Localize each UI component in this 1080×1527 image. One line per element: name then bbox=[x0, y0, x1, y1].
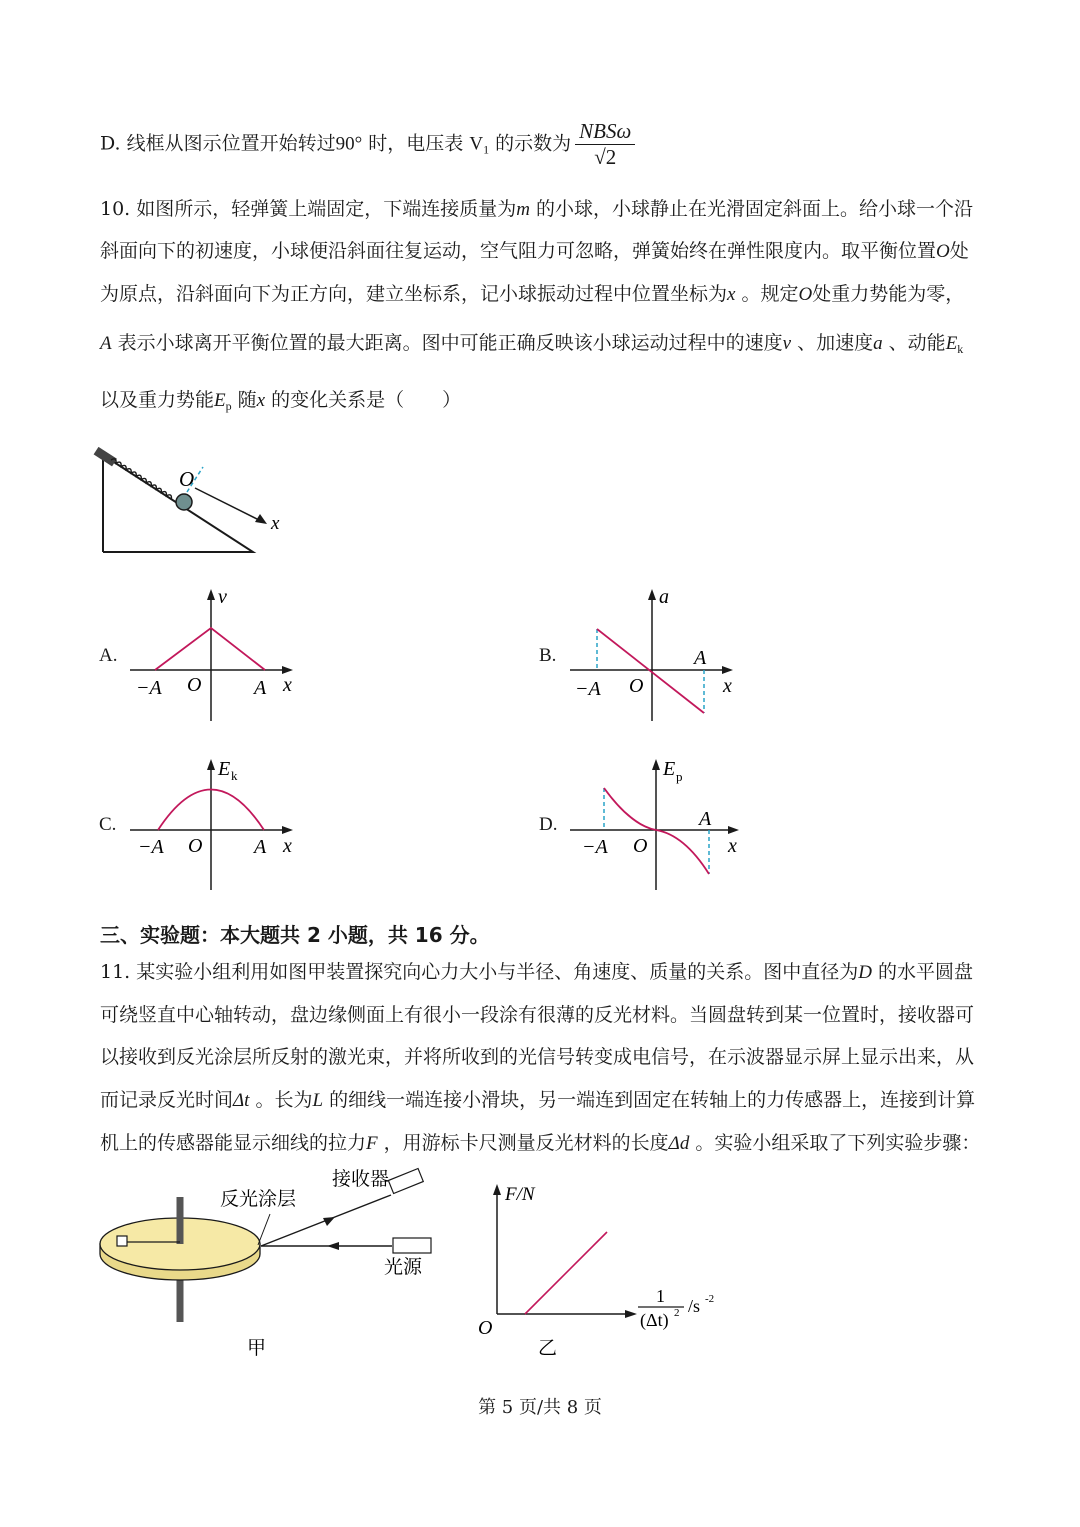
graph-c-y-arrow bbox=[207, 759, 215, 770]
yi-x-unit-exp: -2 bbox=[705, 1293, 715, 1305]
figure-yi bbox=[470, 1180, 740, 1360]
q10-l2a: 斜面向下的初速度，小球便沿斜面往复运动，空气阻力可忽略，弹簧始终在弹性限度内。取平衡位置 bbox=[100, 240, 937, 262]
q9d-angle: 90° bbox=[335, 133, 363, 155]
graph-c-y-label: E bbox=[218, 758, 231, 780]
yi-origin: O bbox=[478, 1317, 493, 1339]
graph-d-neg-label: −A bbox=[582, 836, 608, 858]
option-a-label[interactable]: A. bbox=[99, 645, 118, 666]
q10-l3c: 处重力势能为零， bbox=[812, 283, 965, 305]
graph-d-y-arrow bbox=[652, 759, 660, 770]
q10-var-Ep: E bbox=[214, 390, 226, 411]
q10-l2b: 处 bbox=[949, 240, 969, 262]
graph-d-pos-label: A bbox=[699, 808, 712, 830]
slider-block bbox=[117, 1236, 127, 1246]
graph-b-x-label: x bbox=[723, 675, 732, 697]
q10-l3a: 为原点，沿斜面向下为正方向，建立坐标系，记小球振动过程中位置坐标为 bbox=[100, 283, 728, 305]
graph-c-x-label: x bbox=[283, 835, 292, 857]
q11-l2: 可绕竖直中心轴转动，盘边缘侧面上有很小一段涂有很薄的反光材料。当圆盘转到某一位置时，接收器可 bbox=[100, 1004, 975, 1026]
q10-sub-k: k bbox=[957, 342, 964, 356]
q10-line-1 bbox=[100, 200, 973, 219]
graph-d[interactable] bbox=[570, 755, 750, 895]
q11-l5c: 。实验小组采取了下列实验步骤： bbox=[689, 1132, 981, 1154]
graph-b-x-arrow bbox=[722, 666, 733, 674]
graph-d-origin-label: O bbox=[633, 835, 648, 857]
graph-b-origin-label: O bbox=[629, 675, 644, 697]
q11-var-F: F bbox=[366, 1133, 378, 1154]
source-box bbox=[393, 1238, 431, 1253]
receiver-label: 接收器 bbox=[332, 1168, 390, 1190]
q10-var-m: m bbox=[516, 199, 530, 220]
q10-var-v: v bbox=[782, 333, 792, 354]
graph-a[interactable] bbox=[130, 585, 310, 725]
graph-b-curve bbox=[597, 629, 704, 713]
q11-line-1 bbox=[100, 963, 973, 982]
spring-coil bbox=[111, 457, 173, 499]
source-label: 光源 bbox=[384, 1256, 423, 1278]
q10-var-Ek: E bbox=[945, 333, 958, 354]
graph-c-x-arrow bbox=[282, 826, 293, 834]
incident-arrow bbox=[327, 1242, 339, 1250]
q11-line-5 bbox=[100, 1134, 980, 1153]
q10-var-o: O bbox=[936, 241, 950, 262]
yi-y-arrow bbox=[493, 1184, 501, 1195]
yi-x-unit: /s bbox=[688, 1296, 701, 1316]
q10-line-2 bbox=[100, 242, 969, 261]
ball bbox=[176, 494, 192, 510]
graph-a-pos-label: A bbox=[254, 677, 267, 699]
incline-wall bbox=[94, 447, 117, 467]
receiver-box bbox=[388, 1169, 423, 1194]
incline-figure bbox=[95, 440, 295, 560]
q11-var-D: D bbox=[858, 962, 872, 983]
yi-line bbox=[525, 1232, 607, 1314]
graph-c[interactable] bbox=[130, 755, 310, 895]
reflected-arrow bbox=[323, 1217, 335, 1226]
q9d-text-after: 的示数为 bbox=[489, 132, 572, 155]
q10-l1b: 的小球，小球静止在光滑固定斜面上。给小球一个沿 bbox=[530, 198, 974, 220]
q10-l4b: 、加速度 bbox=[791, 332, 874, 354]
graph-b-y-arrow bbox=[648, 589, 656, 600]
q9d-text: D. 线框从图示位置开始转过 bbox=[100, 132, 336, 155]
q10-sub-p: p bbox=[225, 399, 232, 413]
q10-l1a: 10. 如图所示，轻弹簧上端固定，下端连接质量为 bbox=[100, 198, 517, 220]
graph-d-y-sub: p bbox=[676, 769, 683, 784]
q11-l4c: 的细线一端连接小滑块，另一端连到固定在转轴上的力传感器上，连接到计算 bbox=[323, 1089, 976, 1111]
q10-var-A: A bbox=[100, 333, 112, 354]
q9d-meter-sub: 1 bbox=[483, 142, 490, 157]
graph-a-x-arrow bbox=[282, 666, 293, 674]
graph-d-x-arrow bbox=[728, 826, 739, 834]
page-footer: 第 5 页/共 8 页 bbox=[478, 1397, 602, 1418]
q9d-meter: V bbox=[469, 133, 484, 155]
q10-l4c: 、动能 bbox=[882, 332, 946, 354]
yi-caption: 乙 bbox=[538, 1337, 558, 1359]
x-axis-arrow bbox=[195, 488, 263, 522]
q11-l5a: 机上的传感器能显示细线的拉力 bbox=[100, 1132, 367, 1154]
q10-line-3 bbox=[100, 285, 964, 304]
option-d-label[interactable]: D. bbox=[539, 814, 558, 835]
graph-c-y-sub: k bbox=[231, 768, 238, 783]
graph-b-y-label: a bbox=[659, 586, 669, 608]
q11-l1a: 11. 某实验小组利用如图甲装置探究向心力大小与半径、角速度、质量的关系。图中直径为 bbox=[100, 961, 859, 983]
incline-origin-label: O bbox=[179, 467, 195, 491]
graph-b-neg-label: −A bbox=[575, 678, 601, 700]
graph-a-origin-label: O bbox=[187, 674, 202, 696]
q11-var-dd: Δd bbox=[668, 1133, 690, 1154]
q11-l4b: 。长为 bbox=[249, 1089, 313, 1111]
q10-l5a: 以及重力势能 bbox=[100, 389, 215, 411]
q11-l3: 以接收到反光涂层所反射的激光束，并将所收到的光信号转变成电信号，在示波器显示屏上显示出来，从 bbox=[100, 1046, 975, 1068]
coating-leader bbox=[258, 1214, 270, 1245]
graph-d-y-label: E bbox=[663, 758, 676, 780]
q9d-text-mid: 时，电压表 bbox=[362, 132, 470, 155]
yi-x-den-exp: 2 bbox=[674, 1307, 680, 1319]
graph-a-y-label: v bbox=[218, 586, 227, 608]
q11-l4a: 而记录反光时间 bbox=[100, 1089, 234, 1111]
q9d-frac-num: NBSω bbox=[575, 121, 635, 145]
yi-x-arrow bbox=[625, 1310, 637, 1318]
graph-c-origin-label: O bbox=[188, 835, 203, 857]
q10-l4a: 表示小球离开平衡位置的最大距离。图中可能正确反映该小球运动过程中的速度 bbox=[111, 332, 783, 354]
graph-a-x-label: x bbox=[283, 674, 292, 696]
q11-l5b: ，用游标卡尺测量反光材料的长度 bbox=[377, 1132, 669, 1154]
yi-x-num: 1 bbox=[656, 1286, 665, 1306]
q10-var-a: a bbox=[873, 333, 883, 354]
q9d-fraction bbox=[575, 121, 635, 168]
graph-b-pos-label: A bbox=[694, 647, 707, 669]
q10-l3b: 。规定 bbox=[735, 283, 799, 305]
q10-l5b: 随 bbox=[231, 389, 257, 411]
graph-d-x-label: x bbox=[728, 835, 737, 857]
q10-l5c: 的变化关系是（ ） bbox=[265, 389, 462, 411]
graph-a-neg-label: −A bbox=[136, 677, 162, 699]
yi-x-den: (Δt) bbox=[640, 1310, 669, 1330]
q9-option-d bbox=[100, 121, 635, 168]
section-heading: 三、实验题：本大题共 2 小题，共 16 分。 bbox=[100, 923, 490, 947]
option-c-label[interactable]: C. bbox=[99, 814, 117, 835]
q11-line-3 bbox=[100, 1048, 974, 1067]
graph-c-neg-label: −A bbox=[138, 836, 164, 858]
q10-line-4 bbox=[100, 334, 963, 355]
q10-line-5 bbox=[100, 391, 461, 412]
q10-var-o2: O bbox=[798, 284, 813, 305]
graph-a-y-arrow bbox=[207, 589, 215, 600]
q10-var-x: x bbox=[727, 284, 736, 305]
yi-y-label: F/N bbox=[505, 1184, 535, 1205]
graph-b[interactable] bbox=[570, 585, 750, 725]
coating-label: 反光涂层 bbox=[220, 1188, 297, 1210]
q11-line-2 bbox=[100, 1006, 974, 1025]
incline-x-label: x bbox=[271, 513, 280, 534]
option-b-label[interactable]: B. bbox=[539, 645, 557, 666]
q11-var-dt: Δt bbox=[233, 1090, 250, 1111]
figure-jia bbox=[95, 1162, 440, 1362]
q11-line-4 bbox=[100, 1091, 975, 1110]
graph-a-curve bbox=[155, 628, 265, 670]
q10-var-x2: x bbox=[256, 390, 266, 411]
jia-caption: 甲 bbox=[247, 1337, 267, 1359]
q11-l1b: 的水平圆盘 bbox=[872, 961, 974, 983]
graph-c-pos-label: A bbox=[254, 836, 267, 858]
q11-var-L: L bbox=[312, 1090, 324, 1111]
q9d-frac-den: √2 bbox=[594, 145, 617, 169]
